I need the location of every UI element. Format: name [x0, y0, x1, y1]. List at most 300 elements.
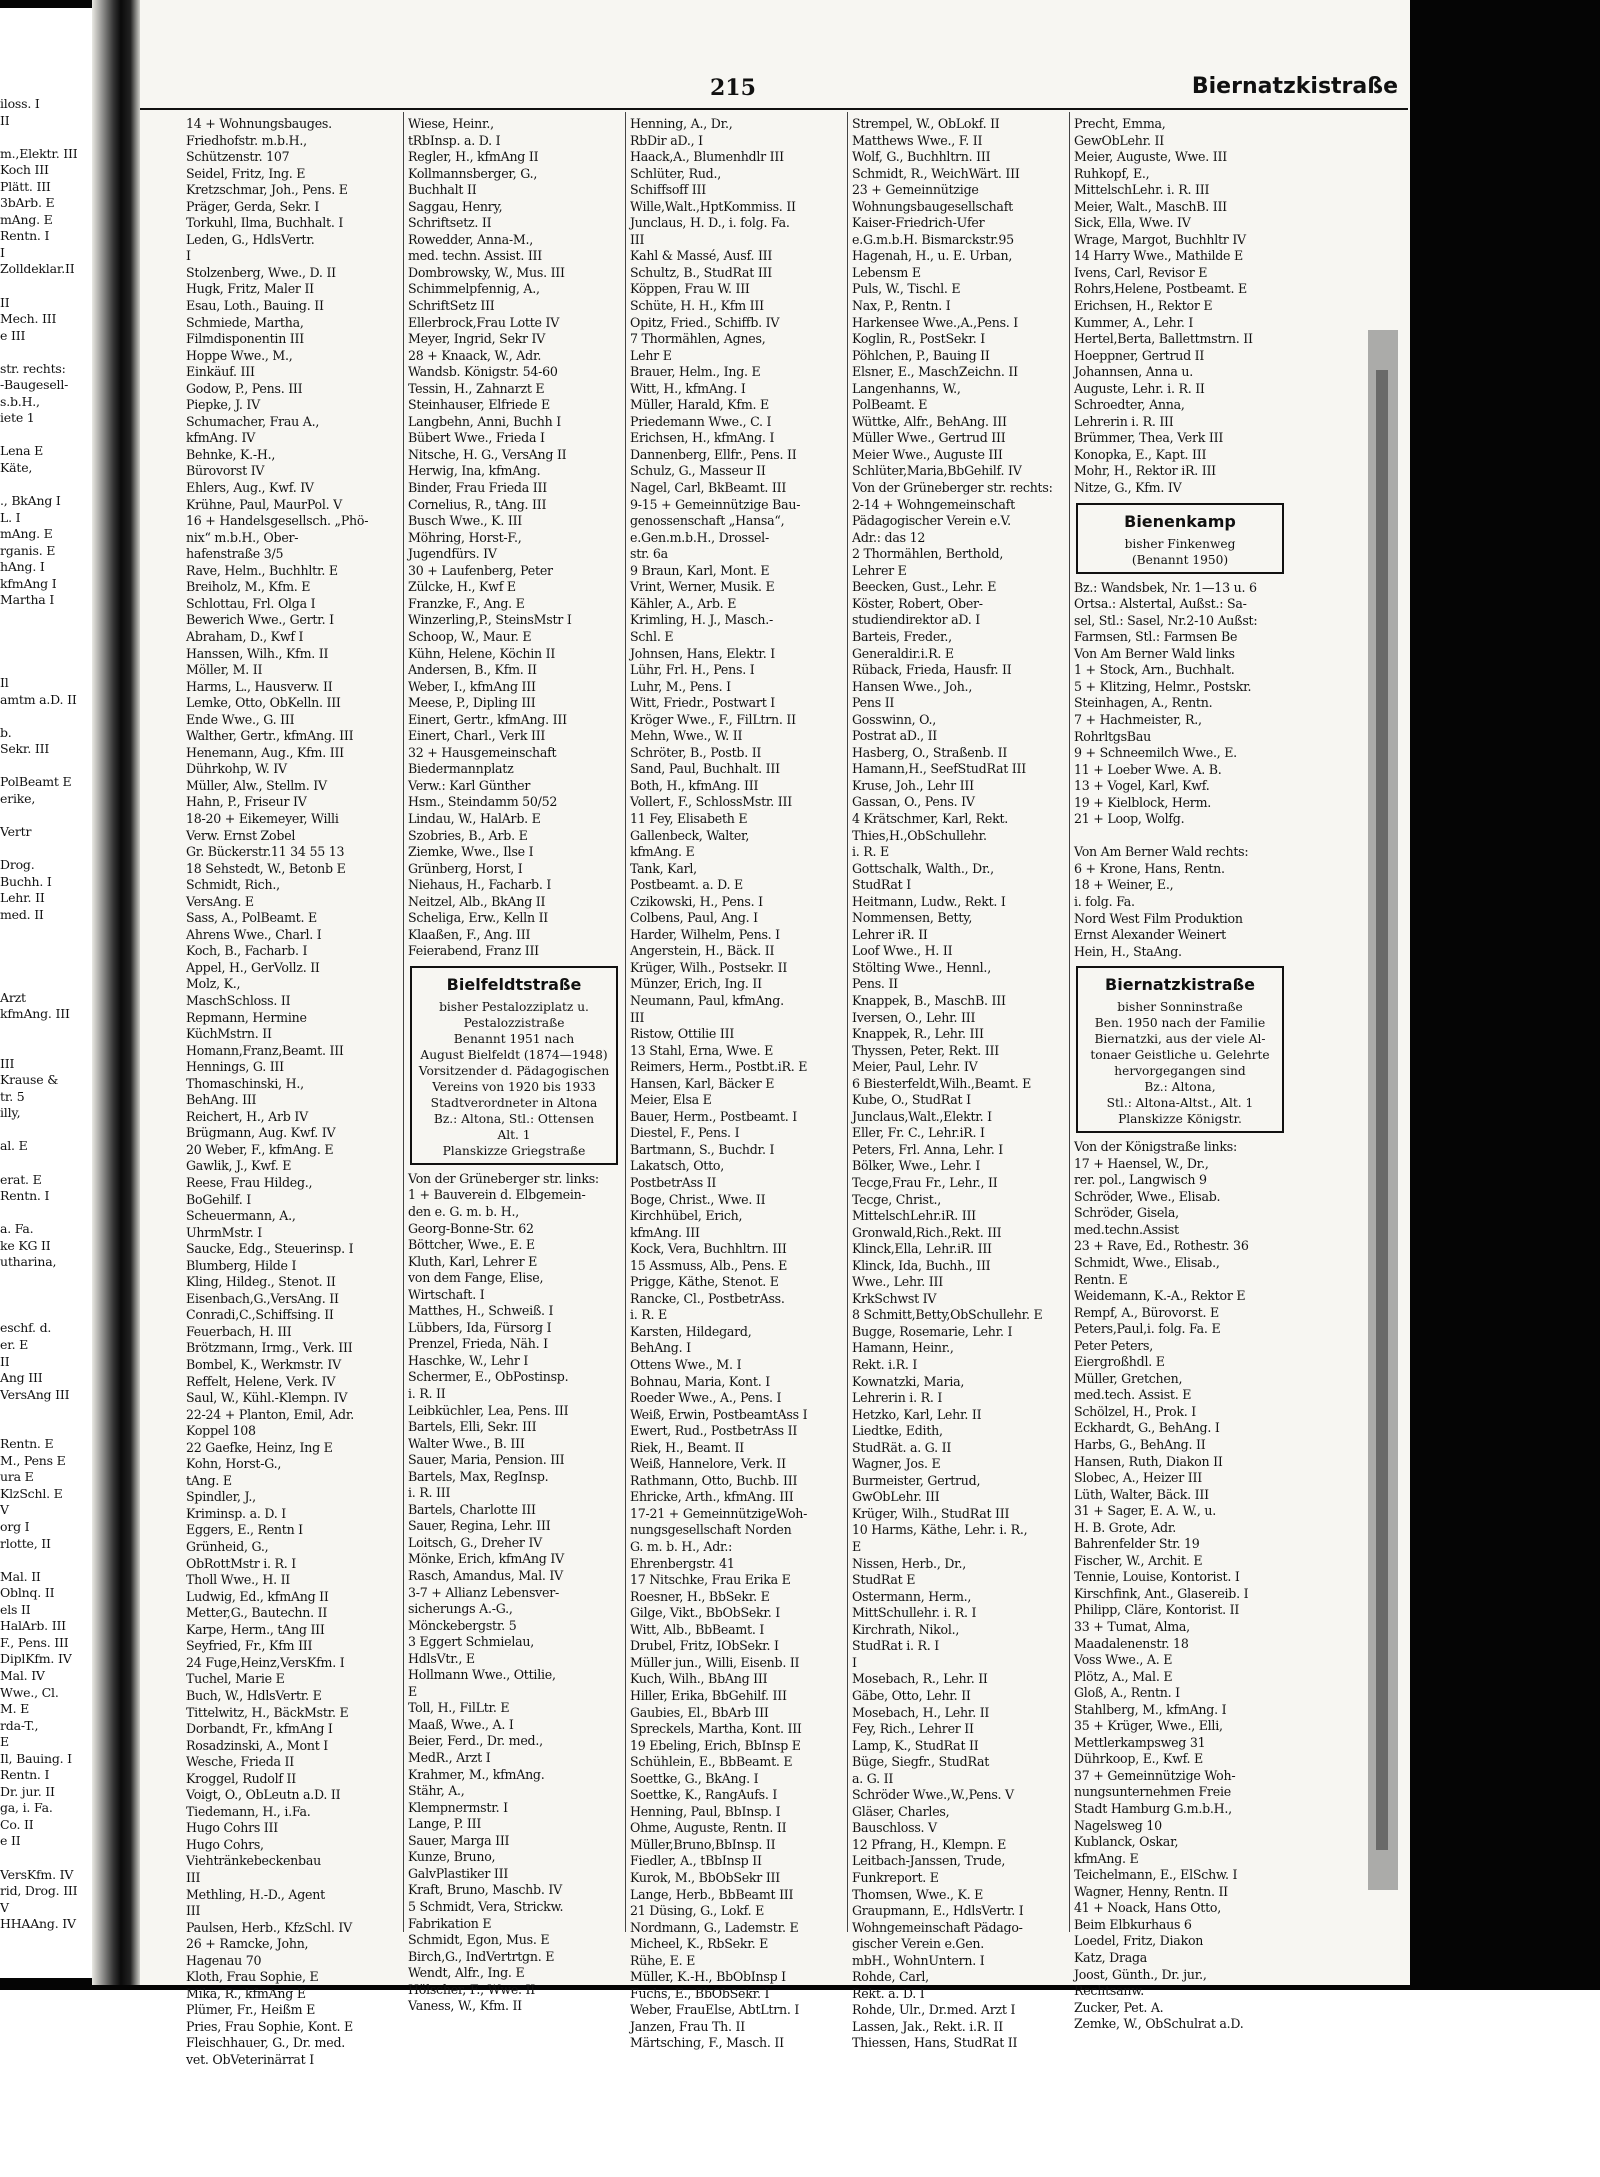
directory-entry-line: gischer Verein e.Gen.: [852, 1936, 985, 1952]
directory-entry-line: Reichert, H., Arb IV: [186, 1108, 308, 1124]
left-page-line: s.b.H.,: [0, 393, 40, 409]
directory-entry-line: Hennings, G. III: [186, 1059, 284, 1075]
directory-entry-line: Kruse, Joh., Lehr III: [852, 777, 974, 793]
left-page-line: Sekr. III: [0, 741, 50, 757]
directory-entry-line: Eisenbach,G.,VersAng. II: [186, 1290, 339, 1306]
street-info-line: Alt. 1: [497, 1127, 531, 1142]
directory-entry-line: 24 Fuge,Heinz,VersKfm. I: [186, 1654, 345, 1670]
left-page-line: a. Fa.: [0, 1221, 34, 1237]
directory-entry-line: Beim Elbkurhaus 6: [1074, 1916, 1192, 1932]
left-page-line: Vertr: [0, 824, 32, 840]
directory-entry-line: Von Am Berner Wald rechts:: [1074, 844, 1249, 860]
directory-entry-line: Beier, Ferd., Dr. med.,: [408, 1733, 543, 1749]
directory-entry-line: Barteis, Freder.,: [852, 628, 952, 644]
directory-entry-line: Von Am Berner Wald links: [1074, 645, 1235, 661]
left-page-line: eschf. d.: [0, 1320, 52, 1336]
left-page-line: rda-T.,: [0, 1717, 39, 1733]
directory-entry-line: Kollmannsberger, G.,: [408, 165, 538, 181]
directory-entry-line: Möhring, Horst-F.,: [408, 529, 522, 545]
left-page-line: [0, 1271, 92, 1288]
directory-entry-line: Steinhauser, Elfriede E: [408, 397, 550, 413]
street-info-line: Bz.: Altona, Stl.: Ottensen: [433, 1111, 595, 1126]
left-page-line: II: [0, 112, 10, 128]
directory-entry-line: Ottens Wwe., M. I: [630, 1357, 742, 1373]
directory-entry-line: Birch,G., IndVertrtgn. E: [408, 1948, 555, 1964]
directory-entry-line: Lakatsch, Otto,: [630, 1158, 724, 1174]
directory-entry-line: Meier Wwe., Auguste III: [852, 446, 1003, 462]
directory-entry-line: Viehtränkebeckenbau: [186, 1853, 321, 1869]
left-page-line: kfmAng I: [0, 575, 57, 591]
directory-entry-line: Konopka, E., Kapt. III: [1074, 446, 1207, 462]
directory-entry-line: GwObLehr. III: [852, 1489, 940, 1505]
directory-entry-line: Vollert, F., SchlossMstr. III: [630, 794, 792, 810]
directory-entry-line: Meese, P., Dipling III: [408, 695, 536, 711]
directory-entry-line: BehAng. III: [186, 1092, 257, 1108]
directory-entry-line: Schumacher, Frau A.,: [186, 413, 320, 429]
directory-entry-line: Rekt. i.R. I: [852, 1357, 918, 1373]
directory-entry-line: Gilge, Vikt., BbObSekr. I: [630, 1605, 781, 1621]
left-page-line: mAng. E: [0, 211, 53, 227]
directory-entry-line: Rosadzinski, A., Mont I: [186, 1737, 328, 1753]
directory-entry-line: StudRat I: [852, 877, 911, 893]
directory-entry-line: StudRat i. R. I: [852, 1638, 939, 1654]
directory-entry-line: Müller, Gretchen,: [1074, 1370, 1183, 1386]
directory-entry-line: Witt, H., kfmAng. I: [630, 380, 746, 396]
directory-entry-line: Szobries, B., Arb. E: [408, 827, 528, 843]
left-page-line: illy,: [0, 1105, 21, 1121]
directory-entry-line: Saggau, Henry,: [408, 198, 503, 214]
directory-entry-line: Gottschalk, Walth., Dr.,: [852, 860, 994, 876]
directory-entry-line: Gronwald,Rich.,Rekt. III: [852, 1224, 1002, 1240]
directory-entry-line: Rowedder, Anna-M.,: [408, 231, 533, 247]
directory-entry-line: Kurok, M., BbObSekr III: [630, 1869, 780, 1885]
directory-entry-line: 2 Thormählen, Berthold,: [852, 546, 1004, 562]
street-info-line: Biernatzki, aus der viele Al-: [1094, 1032, 1266, 1047]
directory-entry-line: Loof Wwe., H. II: [852, 943, 953, 959]
directory-entry-line: Müller, Harald, Kfm. E: [630, 397, 769, 413]
directory-entry-line: 8 Schmitt,Betty,ObSchullehr. E: [852, 1307, 1043, 1323]
directory-entry-line: Hoppe Wwe., M.,: [186, 347, 293, 363]
directory-entry-line: Nitsche, H. G., VersAng II: [408, 446, 567, 462]
directory-entry-line: 33 + Tumat, Alma,: [1074, 1619, 1190, 1635]
directory-entry-line: Opitz, Fried., Schiffb. IV: [630, 314, 780, 330]
directory-entry-line: 17-21 + GemeinnützigeWoh-: [630, 1505, 808, 1521]
directory-entry-line: 3 Eggert Schmielau,: [408, 1634, 534, 1650]
directory-entry-line: E: [852, 1539, 861, 1555]
directory-entry-line: 4 Krätschmer, Karl, Rekt.: [852, 810, 1009, 826]
directory-entry-line: Ehlers, Aug., Kwf. IV: [186, 480, 314, 496]
left-page-line: [0, 1023, 92, 1040]
left-page-line: [0, 1039, 92, 1056]
directory-entry-line: Pries, Frau Sophie, Kont. E: [186, 2018, 353, 2034]
directory-entry-line: 30 + Laufenberg, Peter: [408, 562, 553, 578]
directory-entry-line: Soettke, K., RangAufs. I: [630, 1787, 778, 1803]
directory-entry-line: Postbeamt. a. D. E: [630, 877, 743, 893]
left-page-line: rganis. E: [0, 542, 56, 558]
left-page-fragment: [0, 96, 92, 1932]
directory-entry-line: Lamp, K., StudRat II: [852, 1737, 979, 1753]
directory-entry-line: Harbs, G., BehAng. II: [1074, 1437, 1206, 1452]
directory-entry-line: PostbetrAss II: [630, 1175, 717, 1190]
directory-entry-line: Harkensee Wwe.,A.,Pens. I: [852, 314, 1019, 330]
directory-entry-line: Esau, Loth., Bauing. II: [186, 298, 324, 314]
left-page-line: VersAng III: [0, 1386, 70, 1402]
left-page-line: Mech. III: [0, 311, 57, 327]
directory-entry-line: Vrint, Werner, Musik. E: [630, 579, 775, 595]
directory-entry-line: Tessin, H., Zahnarzt E: [408, 380, 545, 396]
directory-entry-line: 23 + Gemeinnützige: [852, 182, 979, 198]
directory-entry-line: Plümer, Fr., Heißm E: [186, 2002, 316, 2018]
directory-entry-line: Lindau, W., HalArb. E: [408, 810, 541, 826]
directory-entry-line: Leibküchler, Lea, Pens. III: [408, 1402, 569, 1418]
directory-entry-line: Hamann,H., SeefStudRat III: [852, 761, 1026, 777]
directory-entry-line: Stähr, A.,: [408, 1783, 465, 1799]
directory-entry-line: 14 + Wohnungsbauges.: [186, 116, 332, 131]
directory-entry-line: Diestel, F., Pens. I: [630, 1125, 740, 1141]
directory-entry-line: Micheel, K., RbSekr. E: [630, 1936, 769, 1952]
directory-entry-line: 19 + Kielblock, Herm.: [1074, 794, 1212, 810]
directory-entry-line: Ende Wwe., G. III: [186, 711, 295, 727]
directory-entry-line: Auguste, Lehr. i. R. II: [1074, 380, 1205, 396]
left-page-line: [0, 1287, 92, 1304]
directory-entry-line: i. R. III: [408, 1485, 451, 1501]
directory-entry-line: Schlüter, Rud.,: [630, 165, 721, 181]
directory-entry-line: Saul, W., Kühl.-Klempn. IV: [186, 1390, 348, 1406]
directory-entry-line: Hölscher, F., Wwe. II: [408, 1981, 535, 1997]
directory-entry-line: Erichsen, H., kfmAng. I: [630, 430, 775, 446]
left-page-line: Il: [0, 675, 9, 691]
directory-entry-line: Strempel, W., ObLokf. II: [852, 116, 1000, 131]
directory-entry-line: Reffelt, Helene, Verk. IV: [186, 1373, 336, 1389]
directory-entry-line: Sauer, Maria, Pension. III: [408, 1452, 565, 1468]
directory-entry-line: e.G.m.b.H. Bismarckstr.95: [852, 231, 1014, 247]
directory-entry-line: Bombel, K., Werkmstr. IV: [186, 1357, 341, 1373]
left-page-line: VersKfm. IV: [0, 1866, 74, 1882]
directory-entry-line: nungsunternehmen Freie: [1074, 1784, 1231, 1800]
directory-entry-line: 28 + Knaack, W., Adr.: [408, 347, 542, 363]
left-page-line: hAng. I: [0, 559, 45, 575]
directory-entry-line: Winzerling,P., SteinsMstr I: [408, 612, 572, 628]
directory-entry-line: Hoeppner, Gertrud II: [1074, 347, 1205, 363]
directory-entry-line: Paulsen, Herb., KfzSchl. IV: [186, 1919, 352, 1935]
street-info-line: Stadtverordneter in Altona: [430, 1095, 598, 1110]
directory-entry-line: Kraft, Bruno, Maschb. IV: [408, 1882, 562, 1898]
left-page-line: Mal. IV: [0, 1667, 45, 1683]
directory-entry-line: Kirschfink, Ant., Glasereib. I: [1074, 1585, 1249, 1601]
directory-entry-line: Stolzenberg, Wwe., D. II: [186, 264, 336, 280]
directory-entry-line: Molz, K.,: [186, 976, 241, 992]
directory-entry-line: Hiller, Erika, BbGehilf. III: [630, 1687, 787, 1703]
header-rule: [140, 108, 1408, 110]
directory-entry-line: Büge, Siegfr., StudRat: [852, 1754, 990, 1770]
left-page-line: er. E: [0, 1337, 29, 1353]
left-page-line: [0, 973, 92, 990]
directory-entry-line: Kublanck, Oskar,: [1074, 1834, 1179, 1850]
directory-entry-line: Tecge,Frau Fr., Lehr., II: [852, 1175, 998, 1190]
directory-entry-line: Walter Wwe., B. III: [408, 1435, 525, 1451]
directory-entry-line: Stahlberg, M., kfmAng. I: [1074, 1701, 1227, 1717]
column-divider: [1069, 112, 1070, 1932]
directory-entry-line: 31 + Sager, E. A. W., u.: [1074, 1503, 1217, 1519]
directory-entry-line: Graupmann, E., HdlsVertr. I: [852, 1903, 1024, 1919]
directory-entry-line: Gläser, Charles,: [852, 1803, 950, 1819]
directory-entry-line: Bartels, Charlotte III: [408, 1501, 536, 1517]
left-page-line: kfmAng. III: [0, 1006, 70, 1022]
left-page-line: [0, 1403, 92, 1420]
directory-entry-line: Harder, Wilhelm, Pens. I: [630, 926, 780, 942]
directory-entry-line: Schlottau, Frl. Olga I: [186, 595, 316, 611]
directory-entry-line: Teichelmann, E., ElSchw. I: [1074, 1867, 1238, 1883]
directory-entry-line: Rave, Helm., Buchhltr. E: [186, 562, 338, 578]
directory-entry-line: Reimers, Herm., Postbt.iR. E: [630, 1059, 808, 1075]
directory-entry-line: Precht, Emma,: [1074, 116, 1166, 131]
directory-entry-line: Müller Wwe., Gertrud III: [852, 430, 1006, 446]
directory-entry-line: Weiß, Hannelore, Verk. II: [630, 1456, 786, 1472]
directory-entry-line: Ahrens Wwe., Charl. I: [186, 926, 322, 942]
left-page-line: amtm a.D. II: [0, 691, 77, 707]
directory-entry-line: Nissen, Herb., Dr.,: [852, 1555, 967, 1571]
directory-entry-line: MittSchullehr. i. R. I: [852, 1605, 977, 1621]
directory-entry-line: Nommensen, Betty,: [852, 910, 973, 926]
directory-entry-line: Neitzel, Alb., BkAng II: [408, 893, 546, 909]
directory-entry-line: GalvPlastiker III: [408, 1865, 509, 1881]
directory-entry-line: Soettke, G., BkAng. I: [630, 1770, 759, 1786]
directory-entry-line: Schröder, Gisela,: [1074, 1205, 1179, 1221]
directory-entry-line: 11 Fey, Elisabeth E: [630, 810, 748, 826]
directory-entry-line: 6 + Krone, Hans, Rentn.: [1074, 860, 1225, 876]
directory-entry-line: 2-14 + Wohngemeinschaft: [852, 496, 1015, 512]
directory-entry-line: Appel, H., GerVollz. II: [186, 959, 320, 975]
left-page-line: [0, 1420, 92, 1437]
directory-entry-line: Schmidt, R., WeichWärt. III: [852, 165, 1020, 181]
street-name: Biernatzkistraße: [1105, 975, 1255, 995]
directory-entry-line: Brauer, Helm., Ing. E: [630, 364, 761, 380]
left-page-line: [0, 1850, 92, 1867]
directory-entry-line: Lemke, Otto, ObKelln. III: [186, 695, 341, 711]
left-page-line: Dr. jur. II: [0, 1783, 55, 1799]
directory-entry-line: PolBeamt. E: [852, 397, 928, 413]
directory-entry-line: Zucker, Pet. A.: [1074, 1999, 1164, 2015]
directory-entry-line: Hagenau 70: [186, 1952, 262, 1968]
directory-entry-line: Bartels, Elli, Sekr. III: [408, 1419, 537, 1435]
directory-entry-line: 17 + Haensel, W., Dr.,: [1074, 1155, 1209, 1171]
directory-entry-line: Sass, A., PolBeamt. E: [186, 910, 317, 926]
directory-entry-line: Zülcke, H., Kwf E: [408, 579, 516, 595]
directory-entry-line: Bürovorst IV: [186, 463, 265, 479]
directory-entry-line: Wagner, Jos. E: [852, 1456, 941, 1472]
directory-entry-line: Meier, Walt., MaschB. III: [1074, 198, 1227, 214]
directory-entry-line: Georg-Bonne-Str. 62: [408, 1220, 534, 1236]
directory-entry-line: Brügmann, Aug. Kwf. IV: [186, 1125, 336, 1141]
directory-entry-line: Funkreport. E: [852, 1869, 939, 1885]
directory-entry-line: Köppen, Frau W. III: [630, 281, 750, 297]
directory-entry-line: Tuchel, Marie E: [186, 1671, 285, 1687]
directory-entry-line: Schl. E: [630, 628, 674, 644]
directory-entry-line: 5 Schmidt, Vera, Strickw.: [408, 1898, 564, 1914]
left-page-line: ke KG II: [0, 1237, 51, 1253]
directory-entry-line: Thiessen, Hans, StudRat II: [852, 2035, 1018, 2051]
directory-entry-line: Schlüter,Maria,BbGehilf. IV: [852, 463, 1022, 479]
directory-entry-line: Lange, Herb., BbBeamt III: [630, 1886, 794, 1902]
directory-entry-line: Lassen, Jak., Rekt. i.R. II: [852, 2018, 1003, 2034]
directory-entry-line: Hein, H., StaAng.: [1074, 943, 1182, 959]
directory-entry-line: Ortsa.: Alstertal, Außst.: Sa-: [1074, 596, 1247, 612]
left-page-line: E: [0, 1734, 9, 1750]
left-page-line: [0, 940, 92, 957]
directory-entry-line: Thyssen, Peter, Rekt. III: [852, 1042, 999, 1058]
directory-entry-line: Lehr E: [630, 347, 672, 363]
left-page-line: [0, 1122, 92, 1139]
directory-entry-line: Saucke, Edg., Steuerinsp. I: [186, 1241, 354, 1257]
directory-entry-line: 18 + Weiner, E.,: [1074, 877, 1174, 893]
directory-entry-line: Leitbach-Janssen, Trude,: [852, 1853, 1006, 1869]
left-page-line: Buchh. I: [0, 873, 52, 889]
street-name: Bielfeldtstraße: [446, 974, 582, 994]
directory-entry-line: BehAng. I: [630, 1340, 691, 1356]
directory-entry-line: Rohde, Ulr., Dr.med. Arzt I: [852, 2002, 1016, 2018]
directory-entry-line: Hugo Cohrs,: [186, 1836, 264, 1852]
left-page-line: [0, 1304, 92, 1321]
directory-entry-line: Schmidt, Wwe., Elisab.,: [1074, 1254, 1220, 1270]
directory-entry-line: Eggers, E., Rentn I: [186, 1522, 303, 1538]
directory-entry-line: Angerstein, H., Bäck. II: [630, 943, 775, 959]
directory-entry-line: Kaiser-Friedrich-Ufer: [852, 215, 985, 231]
directory-entry-line: Nordmann, G., Lademstr. E: [630, 1919, 799, 1935]
directory-entry-line: Langenhanns, W.,: [852, 380, 961, 396]
directory-entry-line: a. G. II: [852, 1770, 894, 1786]
directory-entry-line: Ziemke, Wwe., Ilse I: [408, 844, 534, 860]
street-info-line: bisher Sonninstraße: [1117, 1000, 1243, 1015]
left-page-line: Drog.: [0, 857, 35, 873]
directory-entry-line: Stölting Wwe., Hennl.,: [852, 959, 991, 975]
directory-entry-line: Fuchs, E., BbObSekr. I: [630, 1985, 770, 2001]
left-page-line: Lehr. II: [0, 890, 45, 906]
directory-entry-line: Sick, Ella, Wwe. IV: [1074, 215, 1191, 231]
directory-entry-line: Regler, H., kfmAng II: [408, 149, 539, 165]
directory-entry-line: Hansen Wwe., Joh.,: [852, 678, 973, 694]
directory-entry-line: Filmdisponentin III: [186, 331, 304, 347]
directory-entry-line: Kriminsp. a. D. I: [186, 1505, 286, 1521]
directory-entry-line: Ewert, Rud., PostbetrAss II: [630, 1423, 798, 1439]
directory-entry-line: Abraham, D., Kwf I: [186, 628, 304, 644]
directory-entry-line: Methling, H.-D., Agent: [186, 1886, 325, 1902]
directory-entry-line: Meier, Elsa E: [630, 1092, 712, 1108]
directory-entry-line: Johnsen, Hans, Elektr. I: [630, 645, 775, 661]
directory-entry-line: I: [186, 248, 191, 264]
directory-entry-line: Ernst Alexander Weinert: [1074, 927, 1226, 943]
directory-entry-line: Sauer, Marga III: [408, 1832, 510, 1848]
left-page-line: Mal. II: [0, 1568, 41, 1584]
directory-entry-line: Bz.: Wandsbek, Nr. 1—13 u. 6: [1074, 579, 1257, 595]
directory-entry-line: UhrmMstr. I: [186, 1224, 262, 1240]
left-page-line: ga, i. Fa.: [0, 1800, 53, 1816]
directory-entry-line: Klinck,Ella, Lehr.iR. III: [852, 1241, 992, 1257]
left-page-line: V: [0, 1502, 9, 1518]
directory-entry-line: Rathmann, Otto, Buchb. III: [630, 1472, 798, 1488]
directory-entry-line: HdlsVtr., E: [408, 1650, 475, 1666]
directory-entry-line: Mehn, Wwe., W. II: [630, 728, 743, 744]
directory-entry-line: Ruhkopf, E.,: [1074, 165, 1150, 181]
left-page-line: str. rechts:: [0, 360, 66, 376]
directory-entry-line: Kloth, Frau Sophie, E: [186, 1969, 319, 1985]
directory-entry-line: Köster, Robert, Ober-: [852, 595, 983, 611]
directory-entry-line: Märtsching, F., Masch. II: [630, 2035, 784, 2051]
book-gutter: [92, 0, 140, 1985]
street-info-line: Benannt 1951 nach: [453, 1031, 575, 1046]
directory-entry-line: Iversen, O., Lehr. III: [852, 1009, 976, 1025]
directory-entry-line: Weiß, Erwin, PostbeamtAss I: [630, 1406, 808, 1422]
directory-entry-line: Biedermannplatz: [408, 761, 514, 777]
directory-entry-line: Klinck, Ida, Buchh., III: [852, 1257, 991, 1273]
left-page-line: ura E: [0, 1469, 34, 1485]
directory-entry-line: Weber, FrauElse, AbtLtrn. I: [630, 2002, 800, 2018]
directory-entry-line: Verw. Ernst Zobel: [186, 827, 296, 843]
scan-border-right: [1410, 0, 1600, 1990]
street-name: Bienenkamp: [1124, 511, 1236, 531]
directory-entry-line: Hsm., Steindamm 50/52: [408, 794, 558, 810]
directory-entry-line: Jugendfürs. IV: [408, 546, 497, 562]
left-page-line: b.: [0, 724, 12, 740]
directory-entry-line: med.tech. Assist. E: [1074, 1387, 1192, 1403]
directory-entry-line: Tholl Wwe., H. II: [186, 1572, 291, 1588]
directory-entry-line: den e. G. m. b. H.,: [408, 1203, 519, 1219]
directory-entry-line: Von der Grüneberger str. links:: [408, 1170, 599, 1186]
directory-entry-line: genossenschaft „Hansa“,: [630, 513, 785, 529]
directory-entry-line: RbDir aD., I: [630, 132, 703, 148]
directory-entry-line: I: [852, 1654, 857, 1670]
directory-entry-line: Kling, Hildeg., Stenot. II: [186, 1274, 336, 1290]
directory-entry-line: Ostermann, Herm.,: [852, 1588, 972, 1604]
directory-entry-line: 9-15 + Gemeinnützige Bau-: [630, 496, 801, 512]
directory-entry-line: Dührkohp, W. IV: [186, 761, 287, 777]
left-page-line: Co. II: [0, 1816, 34, 1832]
directory-entry-line: Nord West Film Produktion: [1074, 910, 1243, 926]
directory-entry-line: Schimmelpfennig, A.,: [408, 281, 540, 297]
directory-entry-line: Pädagogischer Verein e.V.: [852, 513, 1011, 529]
street-heading-box: [1076, 503, 1284, 574]
directory-entry-line: Maaß, Wwe., A. I: [408, 1716, 514, 1732]
directory-entry-line: Maadalenenstr. 18: [1074, 1635, 1189, 1651]
directory-entry-line: Witt, Alb., BbBeamt. I: [630, 1621, 765, 1637]
directory-entry-line: 14 Harry Wwe., Mathilde E: [1074, 248, 1243, 264]
street-heading-box: [1076, 966, 1284, 1133]
directory-entry-line: i. folg. Fa.: [1074, 893, 1135, 909]
directory-entry-line: Schermer, E., ObPostinsp.: [408, 1369, 569, 1385]
directory-entry-line: Harms, L., Hausverw. II: [186, 678, 333, 694]
directory-entry-line: Rempf, A., Bürovorst. E: [1074, 1304, 1219, 1320]
directory-entry-line: Nitze, G., Kfm. IV: [1074, 480, 1182, 496]
left-page-line: m.,Elektr. III: [0, 145, 78, 161]
directory-entry-line: Ellerbrock,Frau Lotte IV: [408, 314, 560, 330]
left-page-line: HHAAng. IV: [0, 1916, 76, 1932]
directory-entry-line: Wendt, Alfr., Ing. E: [408, 1965, 525, 1981]
left-page-line: Oblnq. II: [0, 1585, 55, 1601]
directory-entry-line: Schoop, W., Maur. E: [408, 628, 532, 644]
directory-entry-line: III: [630, 231, 645, 247]
directory-entry-line: Burmeister, Gertrud,: [852, 1472, 981, 1488]
directory-entry-line: Tecge, Christ.,: [852, 1191, 942, 1207]
directory-entry-line: Pens. II: [852, 976, 898, 992]
directory-entry-line: Henning, A., Dr.,: [630, 116, 733, 131]
directory-entry-line: Krühne, Paul, MaurPol. V: [186, 496, 342, 512]
directory-entry-line: Krahmer, M., kfmAng.: [408, 1766, 545, 1782]
directory-entry-line: 35 + Krüger, Wwe., Elli,: [1074, 1718, 1223, 1734]
directory-entry-line: Ludwig, Ed., kfmAng II: [186, 1588, 329, 1604]
directory-entry-line: 12 Pfrang, H., Klempn. E: [852, 1836, 1007, 1852]
directory-entry-line: Nagelsweg 10: [1074, 1817, 1162, 1833]
directory-entry-line: Schmidt, Rich.,: [186, 877, 280, 893]
column-3: [630, 116, 842, 2051]
